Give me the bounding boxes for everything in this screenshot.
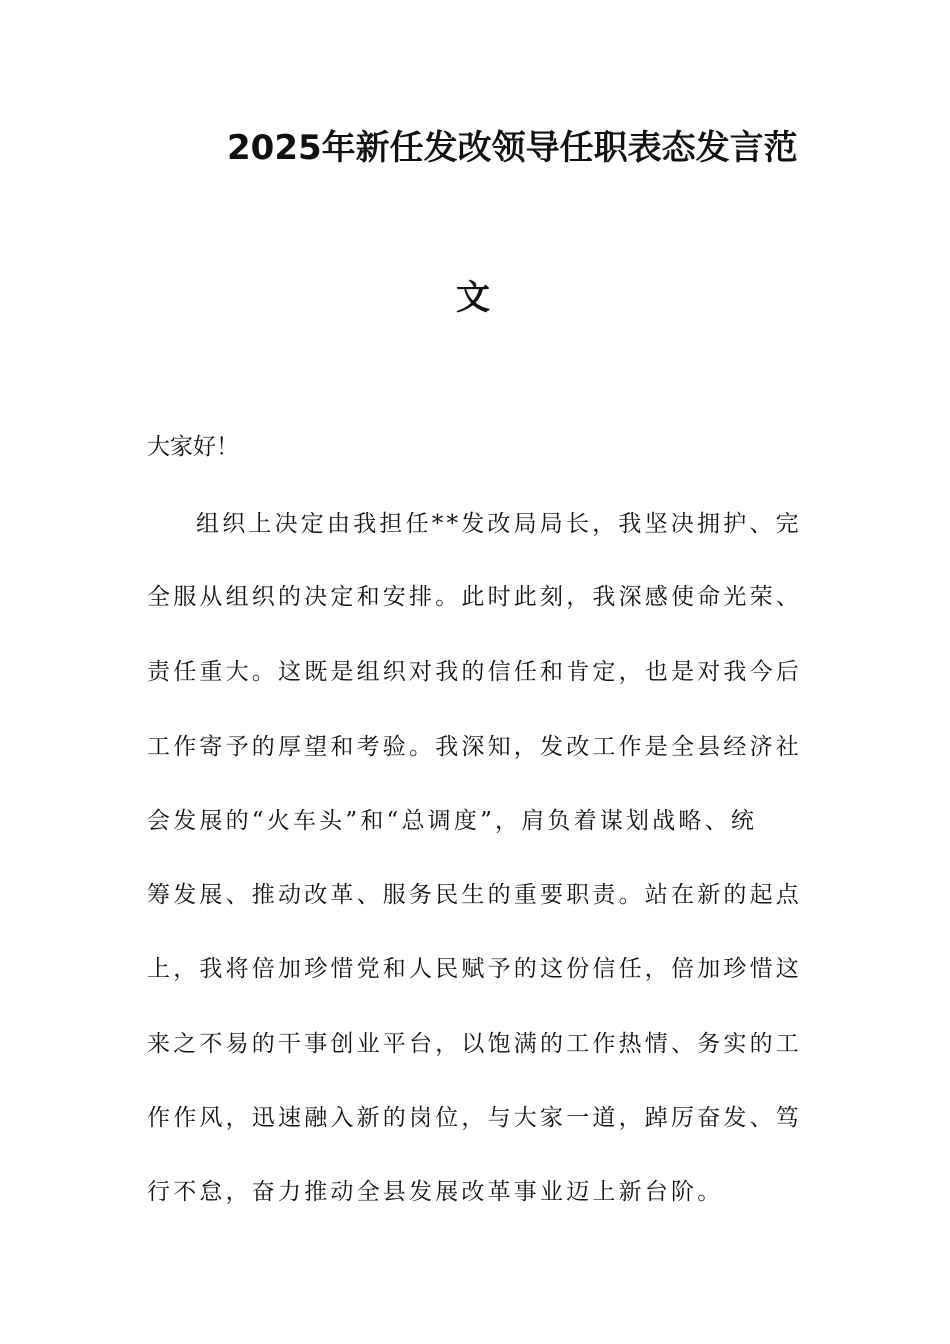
paragraph-line: 全服从组织的决定和安排。此时此刻，我深感使命光荣、 bbox=[147, 584, 802, 610]
paragraph-line: 上，我将倍加珍惜党和人民赋予的这份信任，倍加珍惜这 bbox=[147, 956, 802, 982]
paragraph-line: 会发展的“火车头”和“总调度”，肩负着谋划战略、统 bbox=[147, 808, 758, 834]
greeting: 大家好！ bbox=[147, 434, 239, 460]
paragraph-line: 作作风，迅速融入新的岗位，与大家一道，踔厉奋发、笃 bbox=[147, 1105, 802, 1131]
paragraph-line: 责任重大。这既是组织对我的信任和肯定，也是对我今后 bbox=[147, 659, 802, 685]
paragraph-line: 来之不易的干事创业平台，以饱满的工作热情、务实的工 bbox=[147, 1031, 802, 1057]
document-title-line-2: 文 bbox=[456, 278, 490, 318]
paragraph-line: 筹发展、推动改革、服务民生的重要职责。站在新的起点 bbox=[147, 882, 802, 908]
paragraph-line: 工作寄予的厚望和考验。我深知，发改工作是全县经济社 bbox=[147, 734, 802, 760]
paragraph-line: 组织上决定由我担任**发改局局长，我坚决拥护、完 bbox=[196, 511, 802, 537]
document-title-line-1: 2025年新任发改领导任职表态发言范 bbox=[227, 128, 798, 168]
paragraph-line: 行不怠，奋力推动全县发展改革事业迈上新台阶。 bbox=[147, 1179, 724, 1205]
